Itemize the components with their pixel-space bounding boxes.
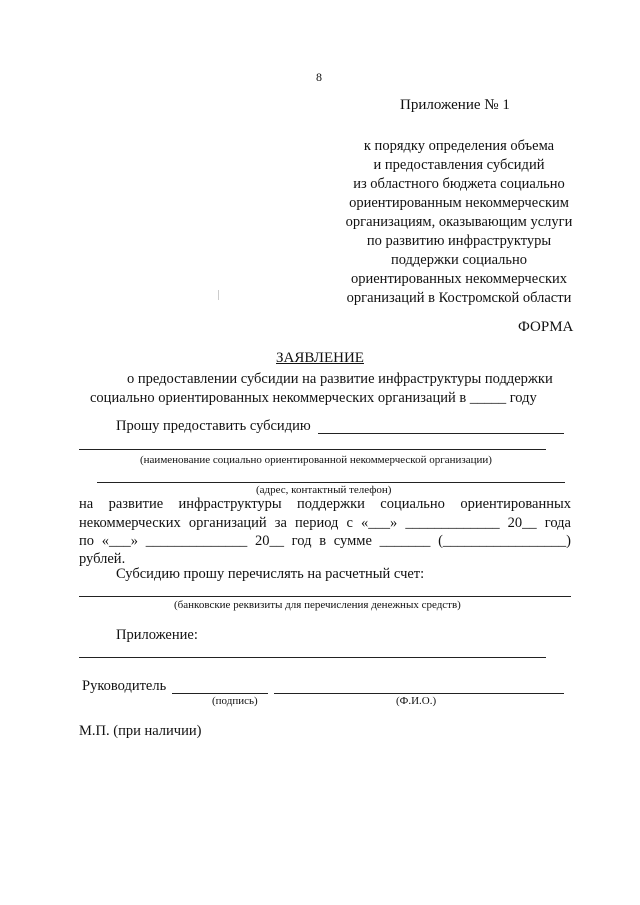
subheading-line-2: социально ориентированных некоммерческих организаций в _____ году [90,390,537,406]
page-number: 8 [316,70,322,84]
appendix-line: организациям, оказывающим услуги [345,214,573,230]
attachment-field-line[interactable] [79,657,546,658]
org-name-field-line[interactable] [318,433,564,434]
caption-bank: (банковские реквизиты для перечисления денежных средств) [174,599,461,611]
address-field-line[interactable] [97,482,565,483]
purpose-line-4: рублей. [79,551,126,567]
document-heading [0,350,640,367]
purpose-line-3: по «___» ______________ 20__ год в сумме _______ (_________________) [79,533,571,549]
heading-text: ЗАЯВЛЕНИЕ [276,350,364,366]
bank-details-field-line[interactable] [79,596,571,597]
subheading-line-1: о предоставлении субсидии на развитие инфраструктуры поддержки [127,371,553,387]
caption-org: (наименование социально ориентированной некоммерческой организации) [140,454,492,466]
appendix-line: к порядку определения объема [363,138,555,154]
purpose-line-2: некоммерческих организаций за период с «___» _____________ 20__ года [79,515,571,531]
request-text: Прошу предоставить субсидию [116,418,311,434]
appendix-description [300,137,618,308]
appendix-line: поддержки социально [390,252,528,268]
caption-fio: (Ф.И.О.) [396,695,437,707]
purpose-line-1: на развитие инфраструктуры поддержки социально ориентированных [79,496,571,512]
caption-address: (адрес, контактный телефон) [256,484,392,496]
transfer-text: Субсидию прошу перечислять на расчетный счет: [116,566,425,582]
appendix-line: ориентированным некоммерческим [349,195,569,211]
appendix-title: Приложение № 1 [400,97,510,113]
appendix-line: организаций в Костромской области [346,290,572,306]
attachment-label: Приложение: [116,627,198,643]
appendix-line: и предоставления субсидий [373,157,545,173]
head-label: Руководитель [82,678,167,694]
appendix-line: по развитию инфраструктуры [366,233,552,249]
stamp-text: М.П. (при наличии) [79,723,202,739]
appendix-line: ориентированных некоммерческих [350,271,567,287]
scan-mark [218,290,219,300]
signature-field-line[interactable] [172,693,268,694]
appendix-line: из областного бюджета социально [353,176,565,192]
form-label: ФОРМА [518,319,574,335]
caption-signature: (подпись) [212,695,258,707]
fio-field-line[interactable] [274,693,564,694]
org-name-field-line-2[interactable] [79,449,546,450]
